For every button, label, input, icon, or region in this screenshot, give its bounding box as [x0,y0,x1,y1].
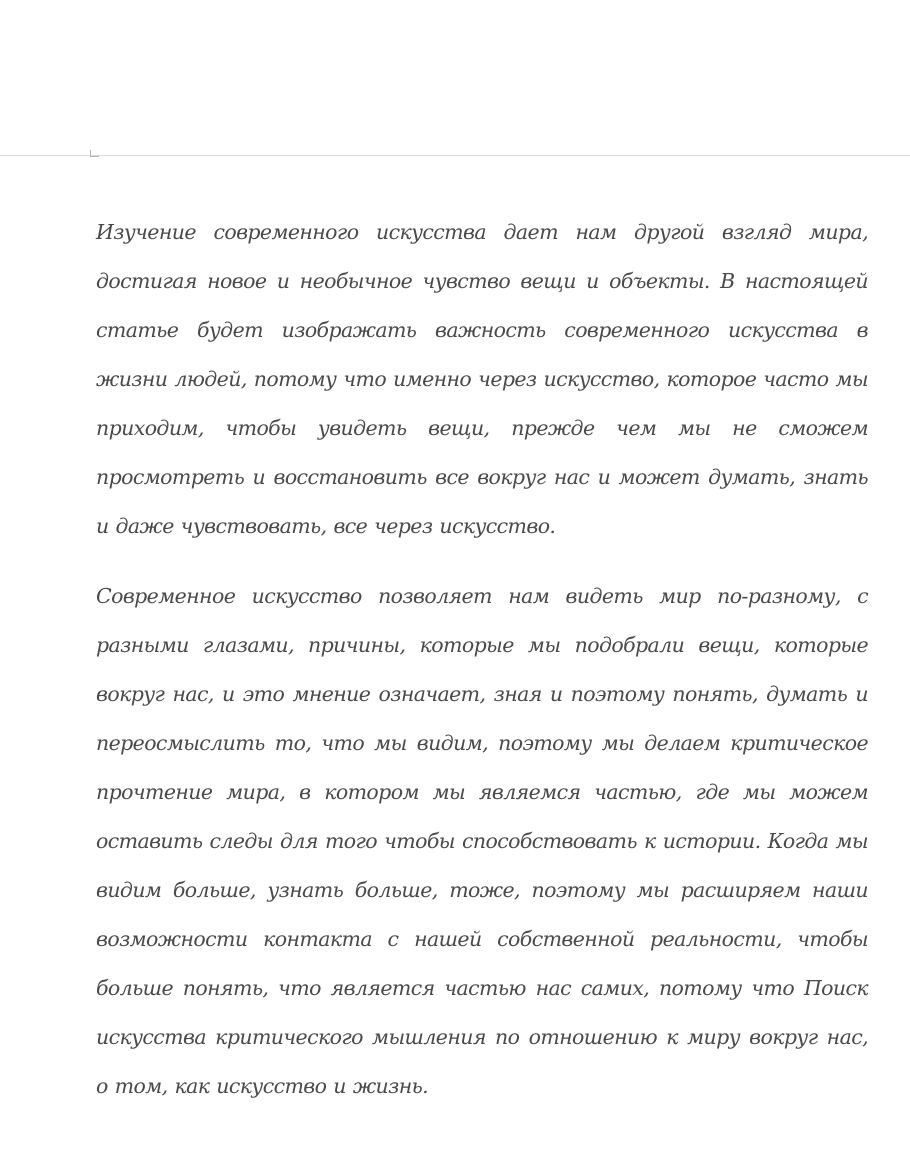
paragraph-2: Современное искусство позволяет нам видеть мир по-разному, с разными глазами, причины, которые мы подобрали вещи, которые вокруг нас, и это мнение означает, зная и поэтому понять, думать и переосмыслить то, что мы видим, поэтому мы делаем критическое прочтение мира, в котором мы являемся частью, где мы можем оставить следы для того чтобы способствовать к истории. Когда мы видим больше, узнать больше, тоже, поэтому мы расширяем наши возможности контакта с нашей собственной реальности, чтобы больше понять, что является частью нас самих, потому что Поиск искусства критического мышления по отношению к миру вокруг нас, о том, как искусство и жизнь. [96,584,868,1098]
margin-corner-marker [90,150,99,157]
page-top-divider [0,155,910,156]
document-body [96,208,868,1111]
paragraph-1: Изучение современного искусства дает нам другой взгляд мира, достигая новое и необычное чувство вещи и объекты. В настоящей статье будет изображать важность современного искусства в жизни людей, потому что именно через искусство, которое часто мы приходим, чтобы увидеть вещи, прежде чем мы не сможем просмотреть и восстановить все вокруг нас и может думать, знать и даже чувствовать, все через искусство. [96,220,868,538]
